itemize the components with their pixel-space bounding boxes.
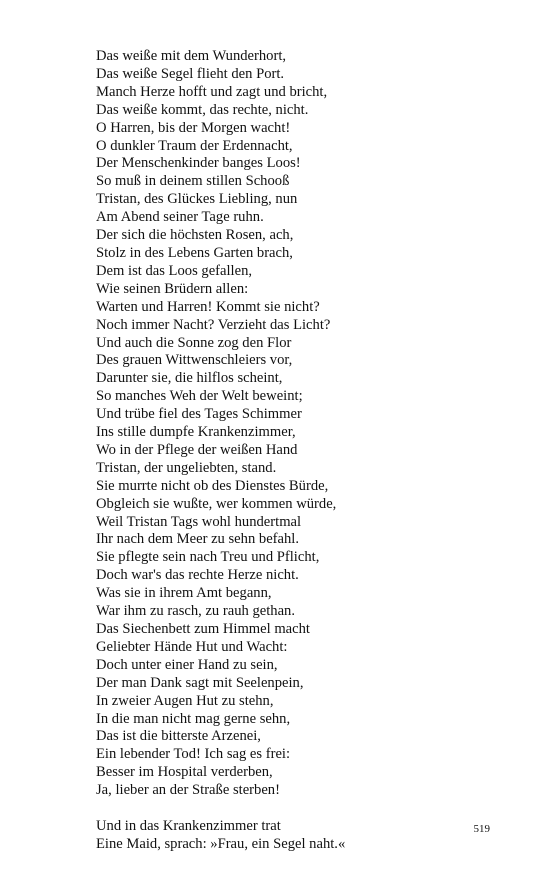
poem-line: Und in das Krankenzimmer trat (96, 817, 281, 834)
poem-line: Manch Herze hofft und zagt und bricht, (96, 83, 328, 100)
poem-line: Das weiße kommt, das rechte, nicht. (96, 101, 309, 118)
poem-line: Sie murrte nicht ob des Dienstes Bürde, (96, 477, 329, 494)
stanza-2 (96, 818, 516, 854)
poem-line: Darunter sie, die hilflos scheint, (96, 370, 283, 387)
poem-line: Das Siechenbett zum Himmel macht (96, 621, 310, 637)
poem-line: Obgleich sie wußte, wer kommen würde, (96, 495, 337, 512)
poem-line: Dem ist das Loos gefallen, (96, 262, 253, 279)
poem-line: War ihm zu rasch, zu rauh gethan. (96, 603, 296, 620)
poem-line: Am Abend seiner Tage ruhn. (96, 209, 264, 226)
page-number: 519 (473, 823, 490, 835)
stanza-1 (96, 48, 516, 800)
poem-line: Besser im Hospital verderben, (96, 764, 273, 781)
poem-line: Weil Tristan Tags wohl hundertmal (96, 513, 302, 530)
poem-line: Eine Maid, sprach: »Frau, ein Segel naht.« (96, 835, 346, 852)
poem-line: Warten und Harren! Kommt sie nicht? (96, 298, 320, 315)
poem-line: O Harren, bis der Morgen wacht! (96, 119, 291, 136)
poem-line: Wie seinen Brüdern allen: (96, 280, 249, 297)
poem-line: Doch unter einer Hand zu sein, (96, 656, 278, 673)
poem-line: Der Menschenkinder banges Loos! (96, 155, 301, 172)
poem-line: Des grauen Wittwenschleiers vor, (96, 352, 293, 369)
poem-line: In zweier Augen Hut zu stehn, (96, 692, 274, 709)
poem-line: Wo in der Pflege der weißen Hand (96, 441, 298, 458)
poem-line: Stolz in des Lebens Garten brach, (96, 244, 293, 261)
poem-line: Und trübe fiel des Tages Schimmer (96, 406, 302, 423)
poem-line: O dunkler Traum der Erdennacht, (96, 137, 293, 154)
poem-line: Ein lebender Tod! Ich sag es frei: (96, 746, 291, 763)
poem-line: Sie pflegte sein nach Treu und Pflicht, (96, 549, 320, 566)
poem-line: Das ist die bitterste Arzenei, (96, 728, 261, 745)
poem-line: Ihr nach dem Meer zu sehn befahl. (96, 531, 300, 548)
poem-line: Der sich die höchsten Rosen, ach, (96, 227, 294, 244)
poem-line: Und auch die Sonne zog den Flor (96, 334, 292, 351)
poem-line: Was sie in ihrem Amt begann, (96, 585, 272, 602)
poem-text (96, 48, 516, 854)
poem-line: Ins stille dumpfe Krankenzimmer, (96, 424, 296, 441)
poem-line: Tristan, des Glückes Liebling, nun (96, 191, 298, 208)
poem-line: Doch war's das rechte Herze nicht. (96, 567, 299, 584)
poem-line: In die man nicht mag gerne sehn, (96, 710, 291, 727)
poem-line: Noch immer Nacht? Verzieht das Licht? (96, 316, 331, 333)
poem-line: So muß in deinem stillen Schooß (96, 173, 290, 190)
poem-line: Tristan, der ungeliebten, stand. (96, 459, 277, 476)
poem-line: Der man Dank sagt mit Seelenpein, (96, 674, 304, 691)
poem-line: So manches Weh der Welt beweint; (96, 388, 303, 405)
poem-line: Das weiße Segel flieht den Port. (96, 65, 285, 82)
poem-line: Geliebter Hände Hut und Wacht: (96, 638, 288, 655)
poem-line: Ja, lieber an der Straße sterben! (96, 782, 280, 799)
poem-line: Das weiße mit dem Wunderhort, (96, 48, 287, 64)
